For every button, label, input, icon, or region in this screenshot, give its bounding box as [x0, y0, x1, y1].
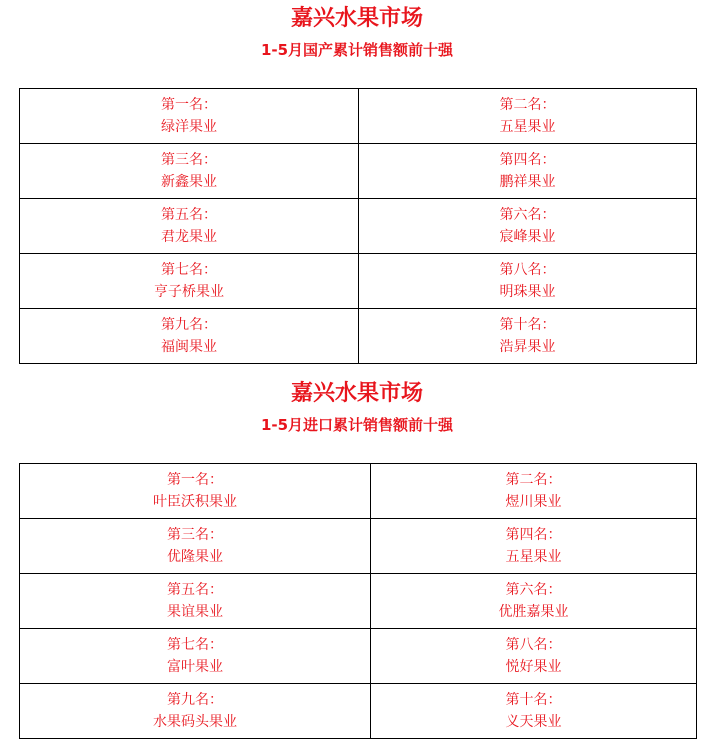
imported-subtitle: 1-5月进口累计销售额前十强 — [260, 416, 454, 434]
rank-cell — [20, 464, 371, 519]
company-name: 煜川果业 — [505, 494, 562, 510]
imported-title: 嘉兴水果市场 — [290, 381, 423, 406]
company-name: 宸峰果业 — [499, 229, 556, 245]
rank-cell — [20, 144, 359, 199]
rank-cell — [359, 144, 697, 199]
company-name: 君龙果业 — [161, 229, 217, 245]
rank-cell — [371, 629, 697, 684]
table-row — [20, 199, 697, 254]
table-row — [20, 629, 697, 684]
rank-place: 第八名： — [499, 262, 556, 278]
rank-cell — [371, 574, 697, 629]
rank-cell — [359, 199, 697, 254]
company-name: 明珠果业 — [499, 284, 556, 300]
rank-place: 第三名： — [167, 527, 223, 543]
rank-cell — [20, 254, 359, 309]
rank-place: 第四名： — [505, 527, 562, 543]
company-name: 福闽果业 — [161, 339, 217, 355]
rank-cell — [359, 89, 697, 144]
table-row — [20, 144, 697, 199]
company-name: 鹏祥果业 — [499, 174, 556, 190]
rank-cell — [20, 199, 359, 254]
company-name: 义天果业 — [505, 714, 562, 730]
rank-cell — [371, 684, 697, 739]
table-row — [20, 89, 697, 144]
rank-cell — [20, 629, 371, 684]
domestic-ranking-table — [19, 88, 697, 364]
rank-cell — [20, 519, 371, 574]
rank-cell — [20, 684, 371, 739]
rank-cell — [359, 309, 697, 364]
imported-ranking-table — [19, 463, 697, 739]
company-name: 优隆果业 — [167, 549, 223, 565]
rank-place: 第六名： — [505, 582, 562, 598]
rank-place: 第九名： — [161, 317, 217, 333]
rank-place: 第八名： — [505, 637, 562, 653]
company-name: 绿洋果业 — [161, 119, 217, 135]
table-row — [20, 254, 697, 309]
domestic-title: 嘉兴水果市场 — [290, 6, 423, 31]
rank-place: 第三名： — [161, 152, 217, 168]
rank-cell — [359, 254, 697, 309]
domestic-subtitle: 1-5月国产累计销售额前十强 — [260, 41, 454, 59]
table-row — [20, 464, 697, 519]
company-name: 浩昇果业 — [499, 339, 556, 355]
rank-place: 第一名： — [161, 97, 217, 113]
rank-place: 第七名： — [167, 637, 223, 653]
rank-place: 第二名： — [499, 97, 556, 113]
table-row — [20, 684, 697, 739]
rank-cell — [20, 309, 359, 364]
company-name: 富叶果业 — [167, 659, 223, 675]
company-name: 五星果业 — [499, 119, 556, 135]
rank-cell — [20, 89, 359, 144]
rank-place: 第五名： — [161, 207, 217, 223]
rank-place: 第一名： — [167, 472, 223, 488]
rank-place: 第十名： — [499, 317, 556, 333]
company-name: 五星果业 — [505, 549, 562, 565]
company-name: 果谊果业 — [167, 604, 223, 620]
rank-place: 第六名： — [499, 207, 556, 223]
rank-cell — [20, 574, 371, 629]
company-name: 新鑫果业 — [161, 174, 217, 190]
table-row — [20, 309, 697, 364]
rank-place: 第四名： — [499, 152, 556, 168]
company-name: 水果码头果业 — [153, 714, 237, 730]
rank-place: 第十名： — [505, 692, 562, 708]
rank-place: 第二名： — [505, 472, 562, 488]
table-row — [20, 574, 697, 629]
company-name: 亨子桥果业 — [154, 284, 224, 300]
company-name: 叶臣沃积果业 — [153, 494, 237, 510]
table-row — [20, 519, 697, 574]
company-name: 悦好果业 — [505, 659, 562, 675]
rank-place: 第九名： — [167, 692, 223, 708]
rank-cell — [371, 519, 697, 574]
rank-place: 第七名： — [161, 262, 217, 278]
rank-cell — [371, 464, 697, 519]
company-name: 优胜嘉果业 — [498, 604, 569, 620]
rank-place: 第五名： — [167, 582, 223, 598]
